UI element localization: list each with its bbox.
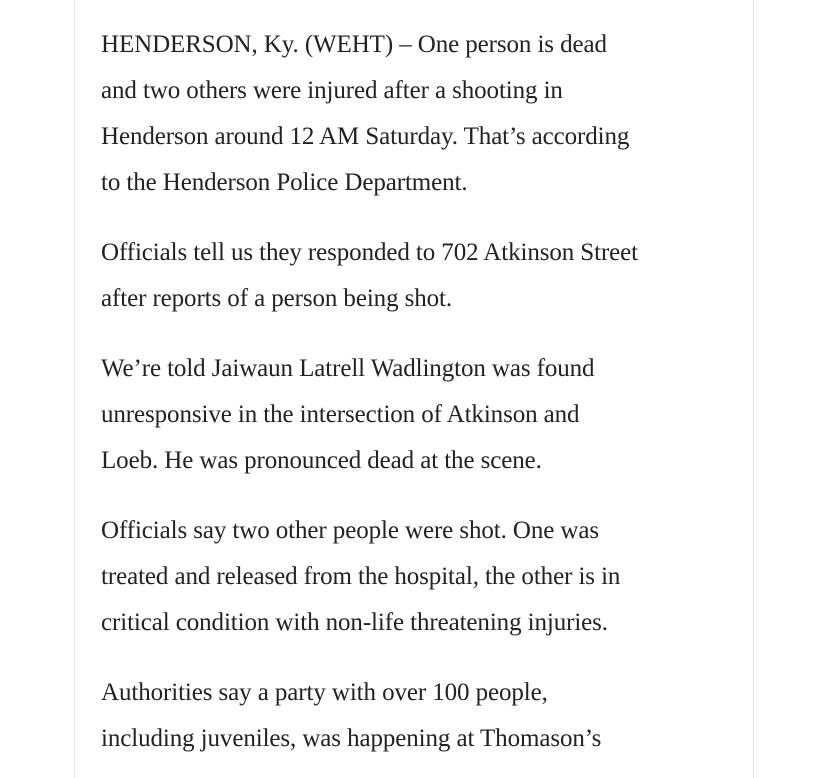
- article-line: Officials tell us they responded to 702 Atkinson Street: [101, 239, 639, 266]
- article-paragraph: [101, 230, 741, 322]
- article-line: Loeb. He was pronounced dead at the scene.: [101, 447, 542, 474]
- article-paragraph: [101, 346, 741, 484]
- article-line: Officials say two other people were shot. One was: [101, 517, 599, 544]
- article-paragraph: [101, 22, 741, 206]
- article-line: We’re told Jaiwaun Latrell Wadlington was found: [101, 355, 595, 382]
- article-body: [101, 22, 741, 778]
- article-line: to the Henderson Police Department.: [101, 169, 468, 196]
- article-line: unresponsive in the intersection of Atkinson and: [101, 401, 580, 428]
- article-paragraph: [101, 508, 741, 646]
- article-paragraph: [101, 670, 741, 762]
- article-line: including juveniles, was happening at Thomason’s: [101, 725, 602, 752]
- article-line: HENDERSON, Ky. (WEHT) – One person is dead: [101, 31, 607, 58]
- article-line: Henderson around 12 AM Saturday. That’s according: [101, 123, 630, 150]
- article-line: and two others were injured after a shooting in: [101, 77, 563, 104]
- article-line: Authorities say a party with over 100 people,: [101, 679, 548, 706]
- article-line: after reports of a person being shot.: [101, 285, 453, 312]
- article-line: critical condition with non-life threatening injuries.: [101, 609, 608, 636]
- article-line: treated and released from the hospital, the other is in: [101, 563, 621, 590]
